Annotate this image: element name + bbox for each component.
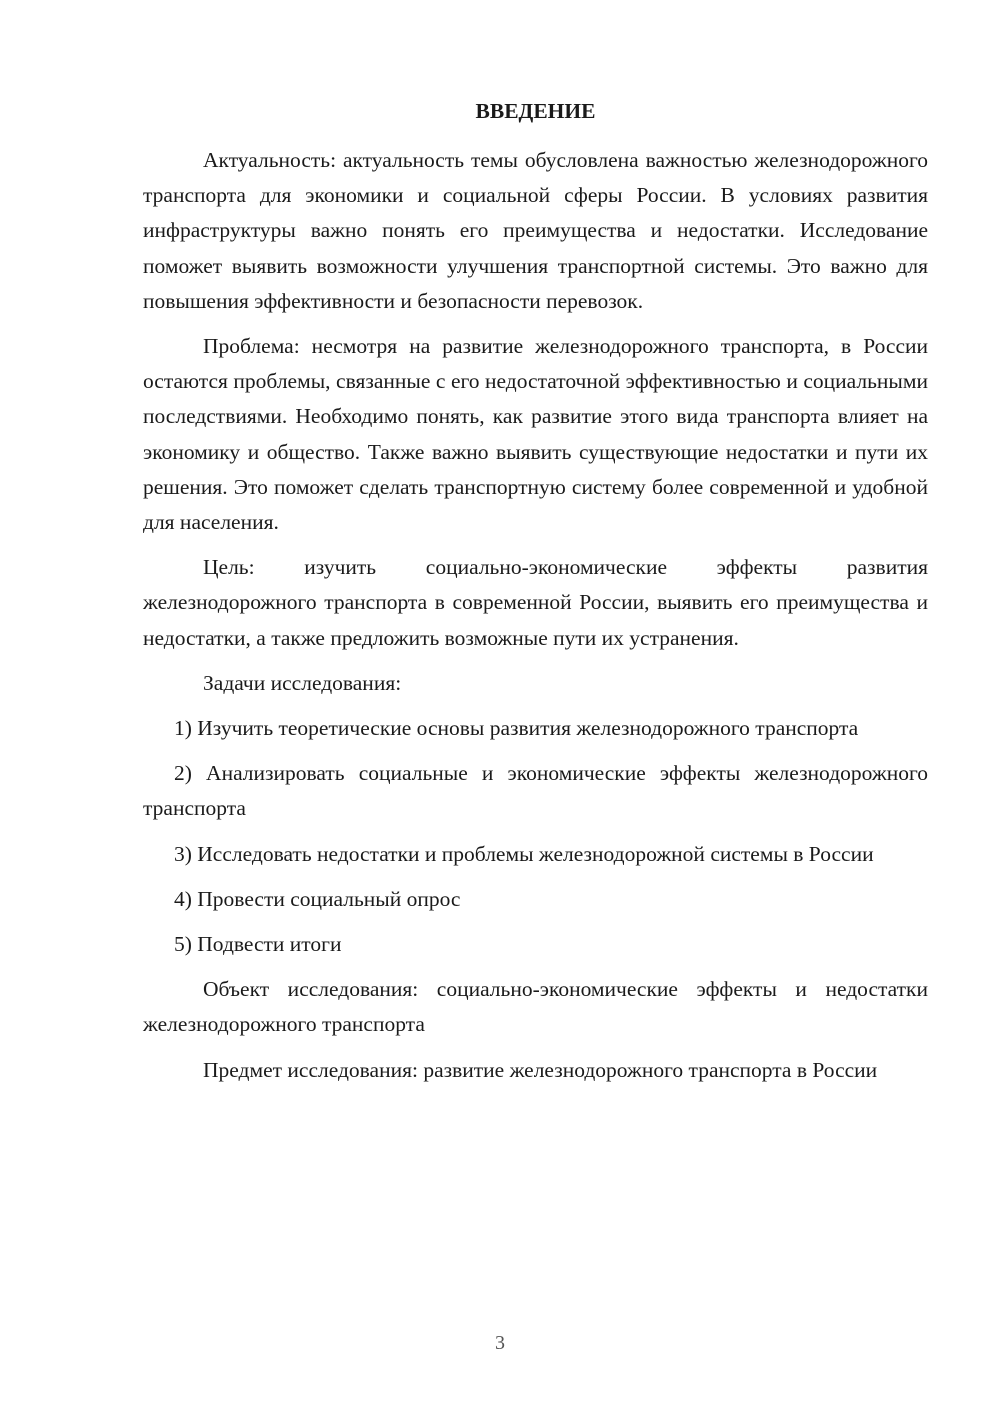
page-content <box>143 88 928 1098</box>
relevance-paragraph: Актуальность: актуальность темы обусловлена важностью железнодорожного транспорта для экономики и социальной сферы России. В условиях развития инфраструктуры важно понять его преимущества и недостатки. Исследование поможет выявить возможности улучшения транспортной системы. Это важно для повышения эффективности и безопасности перевозок. <box>143 148 928 313</box>
object-paragraph: Объект исследования: социально-экономические эффекты и недостатки железнодорожного транспорта <box>143 977 928 1037</box>
tasks-heading: Задачи исследования: <box>203 670 402 695</box>
goal-paragraph: Цель: изучить социально-экономические эффекты развития железнодорожного транспорта в современной России, выявить его преимущества и недостатки, а также предложить возможные пути их устранения. <box>143 555 928 650</box>
task-item-3: 3) Исследовать недостатки и проблемы железнодорожной системы в России <box>174 841 874 866</box>
page-number: 3 <box>495 1332 505 1354</box>
section-heading: ВВЕДЕНИЕ <box>475 99 596 123</box>
subject-paragraph: Предмет исследования: развитие железнодорожного транспорта в России <box>203 1057 878 1082</box>
task-item-1: 1) Изучить теоретические основы развития железнодорожного транспорта <box>174 716 859 741</box>
task-item-4: 4) Провести социальный опрос <box>174 886 461 911</box>
task-item-2: 2) Анализировать социальные и экономические эффекты железнодорожного транспорта <box>143 761 928 821</box>
task-item-5: 5) Подвести итоги <box>174 932 342 957</box>
problem-paragraph: Проблема: несмотря на развитие железнодорожного транспорта, в России остаются проблемы, связанные с его недостаточной эффективностью и социальными последствиями. Необходимо понять, как развитие этого вида транспорта влияет на экономику и общество. Также важно выявить существующие недостатки и пути их решения. Это поможет сделать транспортную систему более современной и удобной для населения. <box>143 334 928 535</box>
